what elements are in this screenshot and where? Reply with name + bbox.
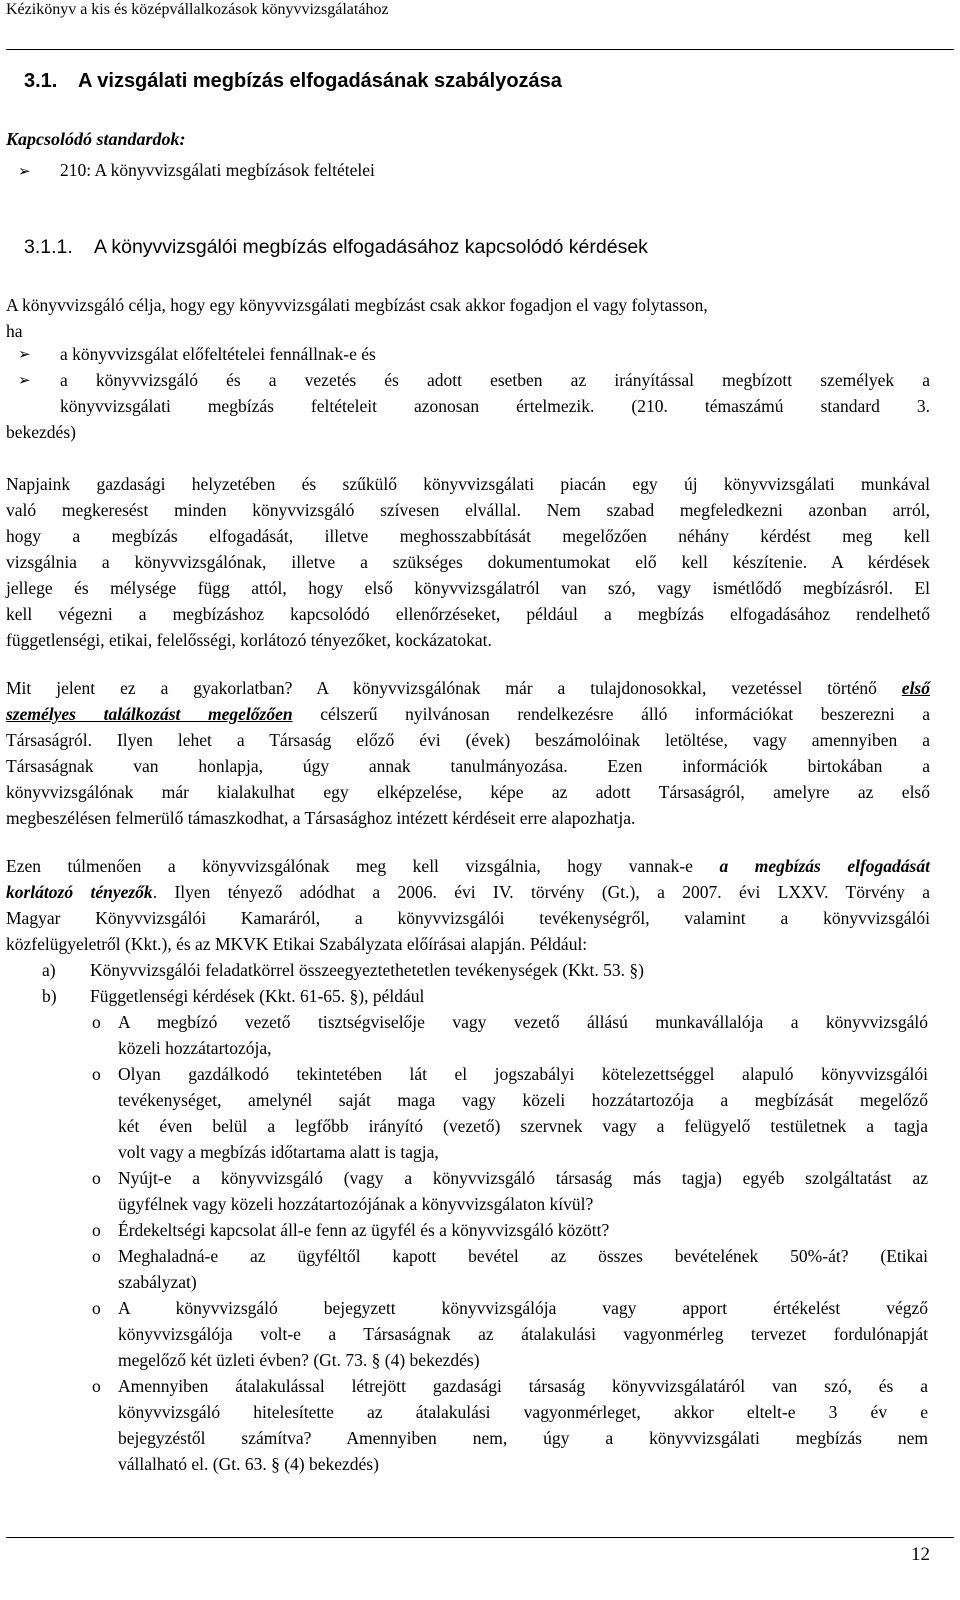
- paragraph-line: [6, 701, 930, 727]
- section-heading: [24, 68, 562, 94]
- arrow-bullet-icon: ➢: [18, 373, 31, 389]
- sub-item: [118, 1165, 928, 1217]
- standards-item: 210: A könyvvizsgálati megbízások feltételei: [60, 160, 375, 180]
- sub-item-line: volt vagy a megbízás időtartama alatt is tagja,: [118, 1142, 439, 1162]
- paragraph-line: [6, 675, 930, 701]
- sub-item-line: Amennyiben átalakulással létrejött gazdasági társaság könyvvizsgálatáról van szó, és a: [118, 1376, 928, 1396]
- sub-item-line: A megbízó vezető tisztségviselője vagy vezető állású munkavállalója a könyvvizsgáló: [118, 1012, 928, 1032]
- sub-item: [118, 1243, 928, 1295]
- paragraph-line: hogy a megbízás elfogadását, illetve meghosszabbítását megelőzően néhány kérdést meg kell: [6, 526, 930, 546]
- sub-item-line: tevékenységet, amelynél saját maga vagy közeli hozzátartozója a megbízását megelőző: [118, 1090, 928, 1110]
- sub-item-line: Meghaladná-e az ügyféltől kapott bevétel az összes bevételének 50%-át? (Etikai: [118, 1246, 928, 1266]
- sub-item-line: A könyvvizsgáló bejegyzett könyvvizsgálója vagy apport értékelést végző: [118, 1298, 928, 1318]
- sub-item-marker: o: [92, 1168, 101, 1188]
- sub-item: [118, 1217, 928, 1243]
- paragraph-line: kell végezni a megbízáshoz kapcsolódó ellenőrzéseket, például a megbízás elfogadásához rendelhető: [6, 604, 930, 624]
- sub-item-line: Nyújt-e a könyvvizsgáló (vagy a könyvvizsgáló társaság más tagja) egyéb szolgáltatást az: [118, 1168, 928, 1188]
- footer-divider: [6, 1537, 954, 1538]
- paragraph-line: Magyar Könyvvizsgálói Kamaráról, a könyvvizsgálói tevékenységről, valamint a könyvvizsgálói: [6, 908, 930, 928]
- intro-bullet-line: a könyvvizsgáló és a vezetés és adott esetben az irányítással megbízott személyek a: [60, 370, 930, 390]
- sub-item-line: közeli hozzátartozója,: [118, 1038, 272, 1058]
- paragraph-3: [6, 853, 930, 957]
- subsection-number: 3.1.1.: [24, 236, 73, 258]
- emphasis-text: a megbízás elfogadását: [719, 856, 930, 876]
- emphasis-text: korlátozó tényezők: [6, 882, 153, 902]
- intro-line: ha: [6, 321, 23, 341]
- sub-item-marker: o: [92, 1220, 101, 1240]
- sub-item: [118, 1061, 928, 1165]
- sub-item: [118, 1009, 928, 1061]
- sub-item-line: vállalható el. (Gt. 63. § (4) bekezdés): [118, 1454, 379, 1474]
- arrow-bullet-icon: ➢: [18, 164, 31, 180]
- paragraph-line: közfelügyeletről (Kkt.), és az MKVK Etikai Szabályzata előírásai alapján. Például:: [6, 934, 588, 954]
- intro-bullet-line: könyvvizsgálati megbízás feltételeit azonosan értelmezik. (210. témaszámú standard 3.: [60, 396, 930, 416]
- subsection-heading: [24, 234, 648, 260]
- sub-item-line: Érdekeltségi kapcsolat áll-e fenn az ügyfél és a könyvvizsgáló között?: [118, 1220, 610, 1240]
- sub-item-line: ügyfélnek vagy közeli hozzátartozójának a könyvvizsgálaton kívül?: [118, 1194, 594, 1214]
- sub-item-line: két éven belül a legfőbb irányító (vezető) szervnek vagy a felügyelő testületnek a tagja: [118, 1116, 928, 1136]
- paragraph-line: Társaságról. Ilyen lehet a Társaság előző évi (évek) beszámolóinak letöltése, vagy amennyiben a: [6, 730, 930, 750]
- paragraph-line: [6, 879, 930, 905]
- arrow-bullet-icon: ➢: [18, 347, 31, 363]
- paragraph-line: könyvvizsgálónak már kialakulhat egy elképzelése, képe az adott Társaságról, amelyre az első: [6, 782, 930, 802]
- header-divider: [6, 49, 954, 50]
- paragraph-line: függetlenségi, etikai, felelősségi, korlátozó tényezőket, kockázatokat.: [6, 630, 492, 650]
- section-title: A vizsgálati megbízás elfogadásának szabályozása: [78, 70, 562, 92]
- standards-title: Kapcsolódó standardok:: [6, 129, 186, 149]
- paragraph-line: Napjaink gazdasági helyzetében és szűkülő könyvvizsgálati piacán egy új könyvvizsgálati munkával: [6, 474, 930, 494]
- text-run: Mit jelent ez a gyakorlatban? A könyvvizsgálónak már a tulajdonosokkal, vezetéssel történő: [6, 678, 902, 698]
- list-item-b: Függetlenségi kérdések (Kkt. 61-65. §), például: [90, 986, 425, 1006]
- paragraph-line: vizsgálnia a könyvvizsgálónak, illetve a szükséges dokumentumokat elő kell készítenie. A kérdések: [6, 552, 930, 572]
- sub-item-line: könyvvizsgálója volt-e a Társaságnak az átalakulási vagyonmérleg tervezet fordulónapját: [118, 1324, 928, 1344]
- intro-bullet-1: a könyvvizsgálat előfeltételei fennállnak-e és: [60, 344, 376, 364]
- paragraph-2: [6, 675, 930, 831]
- subsection-title: A könyvvizsgálói megbízás elfogadásához kapcsolódó kérdések: [94, 236, 648, 258]
- intro-bullet-line: bekezdés): [6, 422, 76, 442]
- intro-paragraph: [6, 292, 930, 344]
- text-run: . Ilyen tényező adódhat a 2006. évi IV. törvény (Gt.), a 2007. évi LXXV. Törvény a: [152, 882, 930, 902]
- emphasis-text: első: [901, 678, 930, 698]
- text-run: Ezen túlmenően a könyvvizsgálónak meg kell vizsgálnia, hogy vannak-e: [6, 856, 720, 876]
- list-marker-b: b): [42, 986, 57, 1006]
- paragraph-line: való megkeresést minden könyvvizsgáló szívesen elvállal. Nem szabad megfeledkezni azonban arról,: [6, 500, 930, 520]
- sub-item-line: Olyan gazdálkodó tekintetében lát el jogszabályi kötelezettséggel alapuló könyvvizsgálói: [118, 1064, 928, 1084]
- sub-item-marker: o: [92, 1246, 101, 1266]
- list-marker-a: a): [42, 960, 56, 980]
- paragraph-line: jellege és mélysége függ attól, hogy első könyvvizsgálatról van szó, vagy ismétlődő megbízásról. El: [6, 578, 930, 598]
- paragraph-line: [6, 853, 930, 879]
- paragraph-line: megbeszélésen felmerülő támaszkodhat, a Társasághoz intézett kérdéseit erre alapozhatja.: [6, 808, 636, 828]
- paragraph-line: Társaságnak van honlapja, úgy annak tanulmányozása. Ezen információk birtokában a: [6, 756, 930, 776]
- sub-item-marker: o: [92, 1012, 101, 1032]
- sub-item: [118, 1373, 928, 1477]
- list-item-a: Könyvvizsgálói feladatkörrel összeegyeztethetetlen tevékenységek (Kkt. 53. §): [90, 960, 644, 980]
- intro-bullet-2: [60, 367, 930, 419]
- sub-item-line: szabályzat): [118, 1272, 197, 1292]
- sub-item: [118, 1295, 928, 1373]
- paragraph-1: [6, 471, 930, 653]
- sub-item-marker: o: [92, 1298, 101, 1318]
- emphasis-text: személyes találkozást megelőzően: [6, 704, 293, 724]
- sub-item-line: bejegyzéstől számítva? Amennyiben nem, úgy a könyvvizsgálati megbízás nem: [118, 1428, 928, 1448]
- intro-line: A könyvvizsgáló célja, hogy egy könyvvizsgálati megbízást csak akkor fogadjon el vagy folytasson,: [6, 295, 708, 315]
- text-run: célszerű nyilvánosan rendelkezésre álló információkat beszerezni a: [292, 704, 930, 724]
- running-header: Kézikönyv a kis és középvállalkozások könyvvizsgálatához: [6, 1, 389, 18]
- sub-item-line: könyvvizsgáló hitelesítette az átalakulási vagyonmérleget, akkor eltelt-e 3 év e: [118, 1402, 928, 1422]
- sub-item-marker: o: [92, 1064, 101, 1084]
- section-number: 3.1.: [24, 70, 58, 92]
- sub-item-marker: o: [92, 1376, 101, 1396]
- sub-item-line: megelőző két üzleti évben? (Gt. 73. § (4) bekezdés): [118, 1350, 480, 1370]
- page-number: 12: [911, 1544, 930, 1565]
